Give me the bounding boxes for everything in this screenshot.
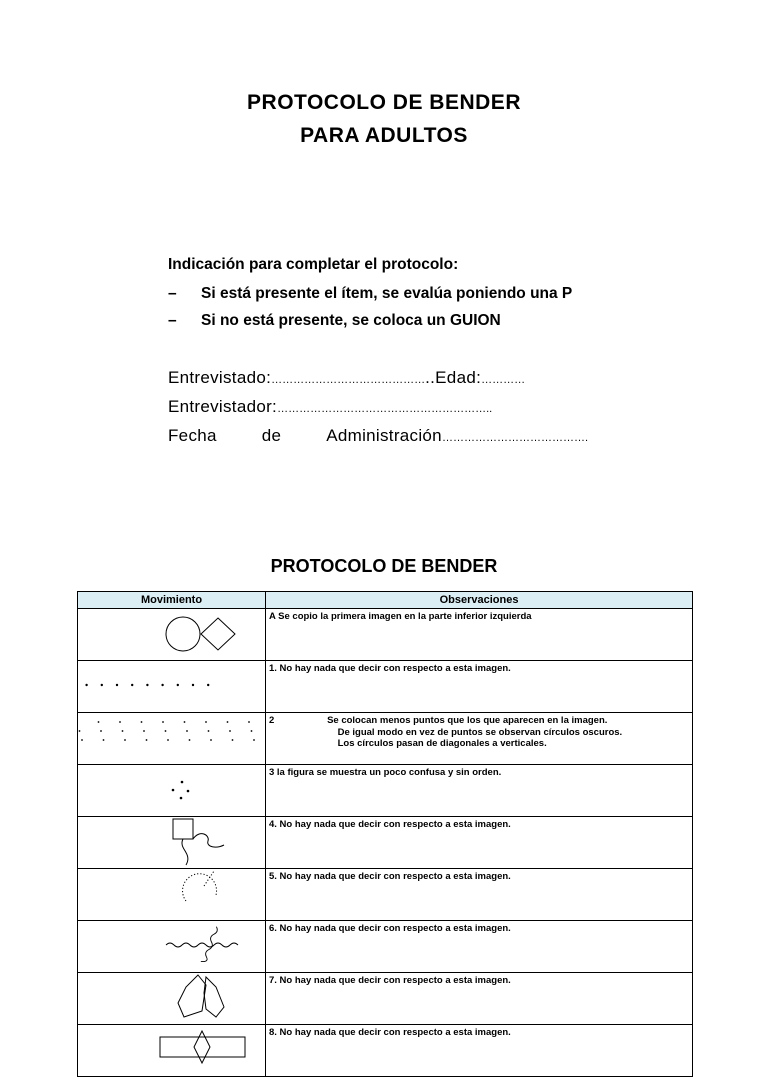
instructions-heading: Indicación para completar el protocolo: <box>168 256 459 273</box>
date-dots: …………………………………. <box>441 432 588 444</box>
page-title-line1: PROTOCOLO DE BENDER <box>247 91 521 114</box>
movimiento-cell <box>78 713 266 765</box>
bullet-dash: – <box>168 285 177 302</box>
observation-text: 7. No hay nada que decir con respecto a esta imagen. <box>269 975 511 986</box>
interviewee-dots: …………………………………… <box>271 374 426 386</box>
observaciones-cell <box>266 973 693 1025</box>
table-row <box>78 817 693 869</box>
table-row <box>78 921 693 973</box>
observation-text: A Se copio la primera imagen en la parte inferior izquierda <box>269 611 532 622</box>
interviewer-label: Entrevistador: <box>168 397 278 416</box>
figure-5-dotted-arc <box>78 869 265 918</box>
figure-3-dot-arrow <box>78 765 265 814</box>
observaciones-cell <box>266 817 693 869</box>
bullet-dash: – <box>168 312 177 329</box>
header-movimiento: Movimiento <box>78 592 266 609</box>
observation-text: De igual modo en vez de puntos se observan círculos oscuros. <box>269 726 623 738</box>
observaciones-cell <box>266 1025 693 1077</box>
movimiento-cell <box>78 609 266 661</box>
observation-text: 3 la figura se muestra un poco confusa y sin orden. <box>269 767 502 778</box>
observation-text: Los círculos pasan de diagonales a verticales. <box>269 738 547 749</box>
interviewee-field[interactable] <box>168 368 525 388</box>
interviewee-sep: .. <box>425 368 436 387</box>
observation-text: 1. No hay nada que decir con respecto a esta imagen. <box>269 663 511 674</box>
table-title: PROTOCOLO DE BENDER <box>270 556 498 576</box>
observation-text: 6. No hay nada que decir con respecto a esta imagen. <box>269 923 511 934</box>
observaciones-cell <box>266 661 693 713</box>
date-word-3: Administración <box>326 426 442 445</box>
interviewer-field[interactable] <box>168 397 492 417</box>
bullet-text: Si está presente el ítem, se evalúa poniendo una P <box>201 285 573 302</box>
movimiento-cell <box>78 817 266 869</box>
table-row <box>78 973 693 1025</box>
figure-4-square-curve <box>78 817 265 866</box>
date-word-2: de <box>261 426 282 445</box>
bender-table <box>77 591 693 1077</box>
figure-1-dots <box>78 661 265 710</box>
movimiento-cell <box>78 973 266 1025</box>
movimiento-cell <box>78 921 266 973</box>
movimiento-cell <box>78 1025 266 1077</box>
movimiento-cell <box>78 765 266 817</box>
observation-text: 8. No hay nada que decir con respecto a esta imagen. <box>269 1027 511 1038</box>
interviewer-dots: ………………………………………………….. <box>277 403 493 415</box>
page-title-line2: PARA ADULTOS <box>300 124 468 147</box>
table-row <box>78 661 693 713</box>
bullet-text: Si no está presente, se coloca un GUION <box>201 312 501 329</box>
figure-8-rectangle-diamond <box>78 1025 265 1074</box>
observaciones-cell <box>266 713 693 765</box>
figure-6-sinusoids <box>78 921 265 970</box>
observaciones-cell <box>266 609 693 661</box>
movimiento-cell <box>78 661 266 713</box>
observation-text: 4. No hay nada que decir con respecto a esta imagen. <box>269 819 511 830</box>
movimiento-cell <box>78 869 266 921</box>
observaciones-cell <box>266 869 693 921</box>
table-header-row <box>78 592 693 609</box>
figure-2-circle-columns <box>78 713 265 762</box>
observaciones-cell <box>266 921 693 973</box>
header-observaciones: Observaciones <box>266 592 693 609</box>
table-row <box>78 609 693 661</box>
figure-7-hexagons <box>78 973 265 1022</box>
figure-a-circle-diamond <box>78 609 265 658</box>
age-dots: ………… <box>481 374 526 386</box>
observation-text: 5. No hay nada que decir con respecto a esta imagen. <box>269 871 511 882</box>
age-label: Edad: <box>435 368 482 387</box>
table-row <box>78 1025 693 1077</box>
table-row <box>78 869 693 921</box>
observation-text: 2 Se colocan menos puntos que los que aparecen en la imagen. <box>269 715 608 726</box>
table-row <box>78 713 693 765</box>
interviewee-label: Entrevistado: <box>168 368 272 387</box>
table-row <box>78 765 693 817</box>
date-field[interactable] <box>168 426 588 446</box>
observaciones-cell <box>266 765 693 817</box>
date-word-1: Fecha <box>168 426 217 445</box>
